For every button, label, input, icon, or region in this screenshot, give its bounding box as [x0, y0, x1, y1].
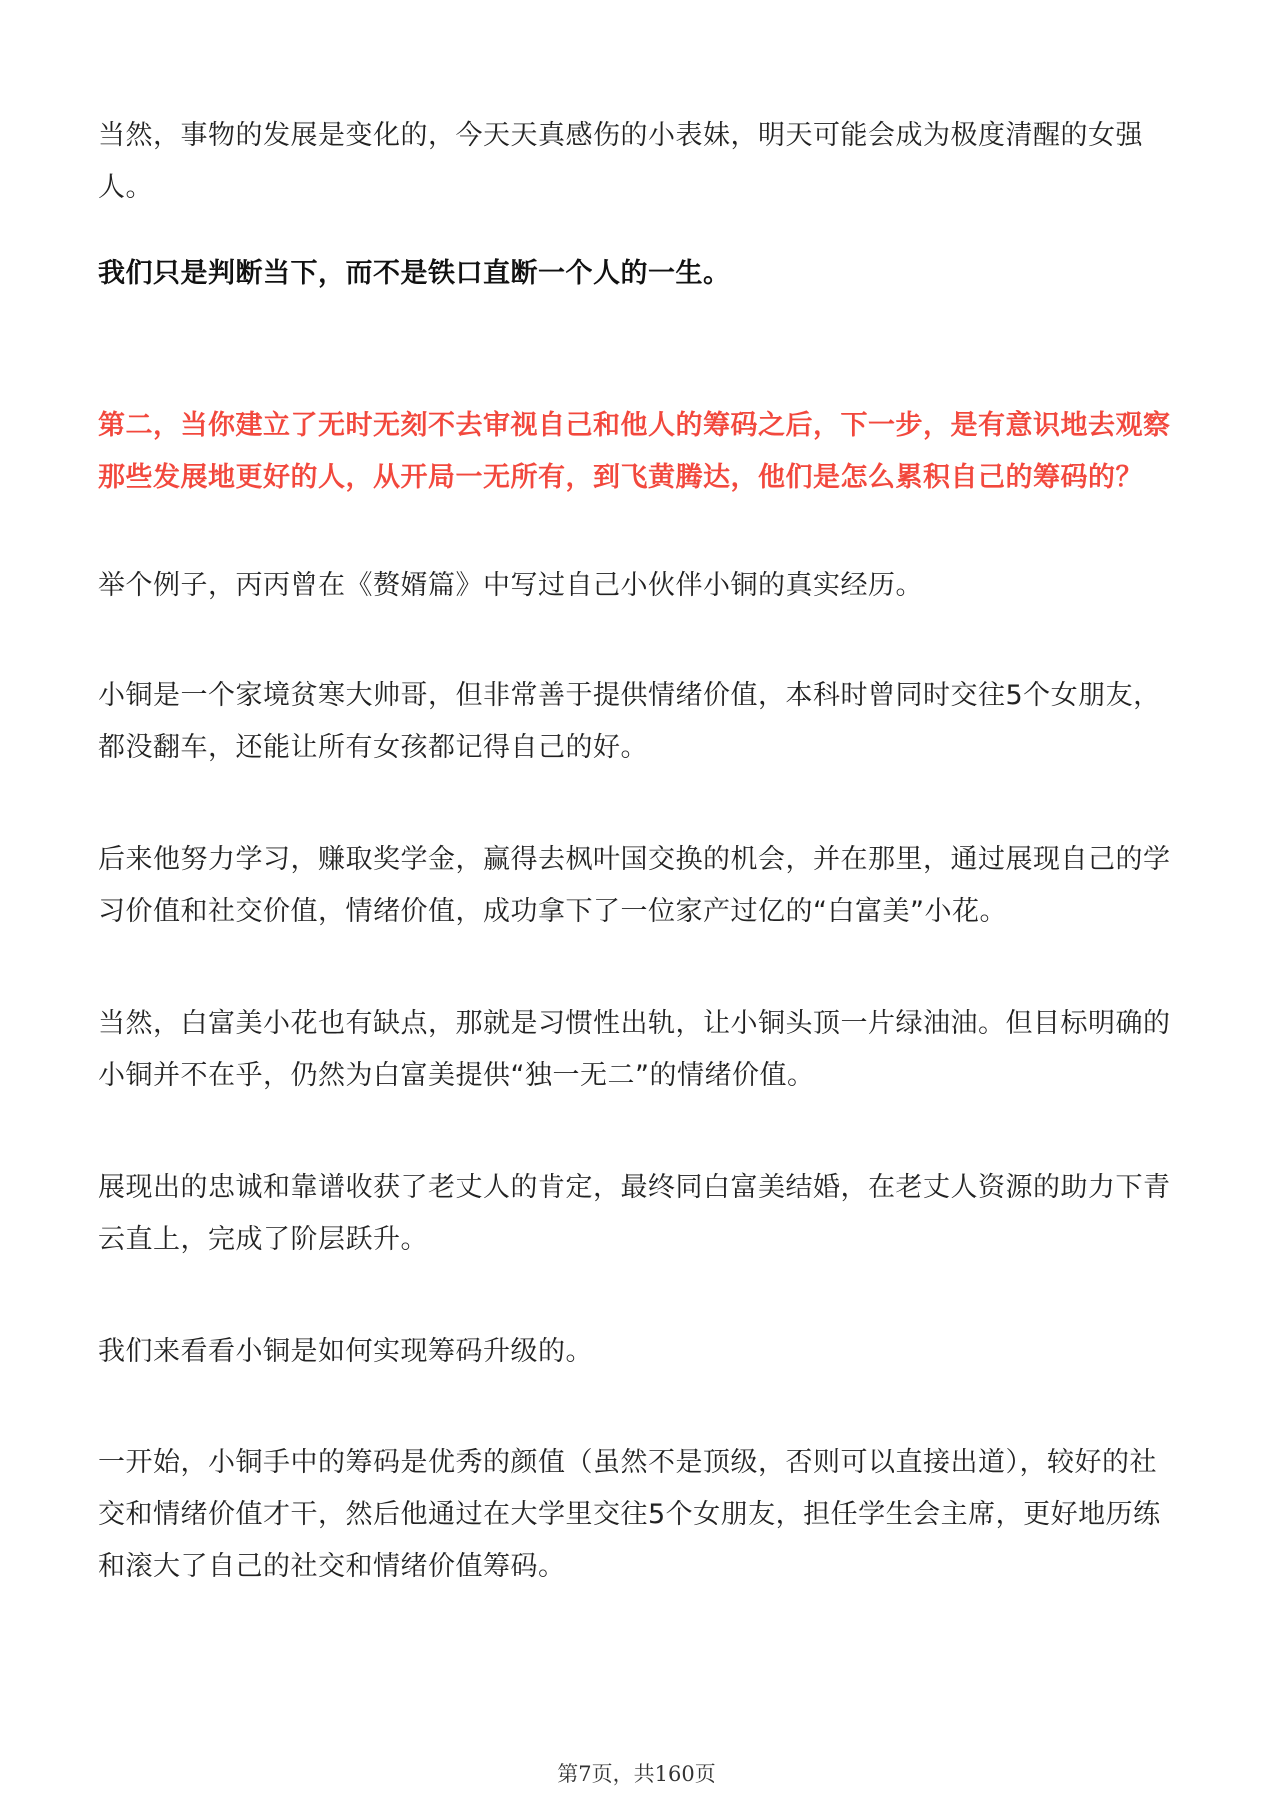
paragraph-1: 当然，事物的发展是变化的，今天天真感伤的小表妹，明天可能会成为极度清醒的女强人。 — [98, 120, 1143, 203]
paragraph-7: 当然，白富美小花也有缺点，那就是习惯性出轨，让小铜头顶一片绿油油。但目标明确的小铜并不在乎，仍然为白富美提供“独一无二”的情绪价值。 — [98, 1008, 1171, 1091]
paragraph-8: 展现出的忠诚和靠谱收获了老丈人的肯定，最终同白富美结婚，在老丈人资源的助力下青云直上，完成了阶层跃升。 — [98, 1172, 1171, 1255]
paragraph-10: 一开始，小铜手中的筹码是优秀的颜值（虽然不是顶级，否则可以直接出道），较好的社交和情绪价值才干，然后他通过在大学里交往5个女朋友，担任学生会主席，更好地历练和滚大了自己的社交和情绪价值筹码。 — [98, 1447, 1161, 1582]
paragraph-3-highlight: 第二，当你建立了无时无刻不去审视自己和他人的筹码之后，下一步，是有意识地去观察那些发展地更好的人，从开局一无所有，到飞黄腾达，他们是怎么累积自己的筹码的？ — [98, 410, 1171, 493]
paragraph-5: 小铜是一个家境贫寒大帅哥，但非常善于提供情绪价值，本科时曾同时交往5个女朋友，都没翻车，还能让所有女孩都记得自己的好。 — [98, 680, 1161, 763]
paragraph-9: 我们来看看小铜是如何实现筹码升级的。 — [98, 1336, 593, 1367]
paragraph-4: 举个例子，丙丙曾在《赘婿篇》中写过自己小伙伴小铜的真实经历。 — [98, 570, 923, 601]
paragraph-6: 后来他努力学习，赚取奖学金，赢得去枫叶国交换的机会，并在那里，通过展现自己的学习价值和社交价值，情绪价值，成功拿下了一位家产过亿的“白富美”小花。 — [98, 844, 1171, 927]
page-number-footer: 第7页，共160页 — [557, 1762, 716, 1786]
paragraph-2-bold: 我们只是判断当下，而不是铁口直断一个人的一生。 — [98, 258, 731, 289]
